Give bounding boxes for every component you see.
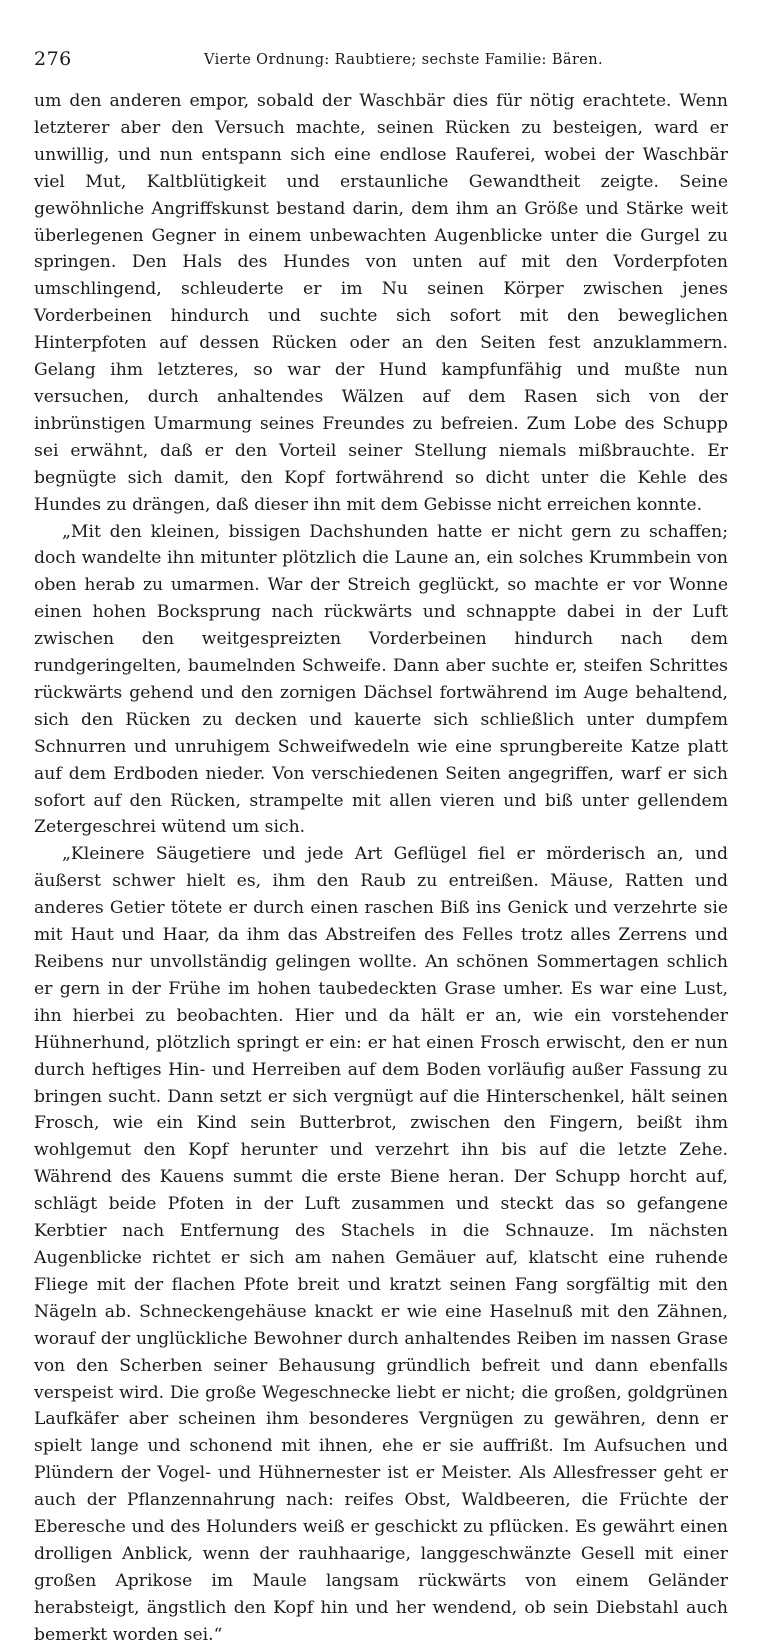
body-text xyxy=(34,88,728,1649)
paragraph-beute: „Kleinere Säugetiere und jede Art Geflügel fiel er mörderisch an, und äußerst schwer hielt es, ihm den Raub zu entreißen. Mäuse, Ratten und anderes Getier tötete er durch einen raschen Biß ins Genick und verzehrte sie mit Haut und Haar, da ihm das Abstreifen des Felles trotz alles Zerrens und Reibens nur unvollständig gelingen wollte. An schönen Sommertagen schlich er gern in der Frühe im hohen taubedeckten Grase umher. Es war eine Lust, ihn hierbei zu beobachten. Hier und da hält er an, wie ein vorstehender Hühnerhund, plötzlich springt er ein: er hat einen Frosch erwischt, den er nun durch heftiges Hin- und Herreiben auf dem Boden vorläufig außer Fassung zu bringen sucht. Dann setzt er sich vergnügt auf die Hinterschenkel, hält seinen Frosch, wie ein Kind sein Butterbrot, zwischen den Fingern, beißt ihm wohlgemut den Kopf herunter und verzehrt ihn bis auf die letzte Zehe. Während des Kauens summt die erste Biene heran. Der Schupp horcht auf, schlägt beide Pfoten in der Luft zusammen und steckt das so gefangene Kerbtier nach Entfernung des Stachels in die Schnauze. Im nächsten Augenblicke richtet er sich am nahen Gemäuer auf, klatscht eine ruhende Fliege mit der flachen Pfote breit und kratzt seinen Fang sorgfältig mit den Nägeln ab. Schneckengehäuse knackt er wie eine Haselnuß mit den Zähnen, worauf der unglückliche Bewohner durch anhaltendes Reiben im nassen Grase von den Scherben seiner Behausung gründlich befreit und dann ebenfalls verspeist wird. Die große Wegeschnecke liebt er nicht; die großen, goldgrünen Laufkäfer aber scheinen ihm besonderes Vergnügen zu gewähren, denn er spielt lange und schonend mit ihnen, ehe er sie auffrißt. Im Aufsuchen und Plündern der Vogel- und Hühnernester ist er Meister. Als Allesfresser geht er auch der Pflanzennahrung nach: reifes Obst, Waldbeeren, die Früchte der Eberesche und des Holunders weiß er geschickt zu pflücken. Es gewährt einen drolligen Anblick, wenn der rauhhaarige, langgeschwänzte Gesell mit einer großen Aprikose im Maule langsam rückwärts von einem Geländer herabsteigt, ängstlich den Kopf hin und her wendend, ob sein Diebstahl auch bemerkt worden sei.“ xyxy=(34,844,728,1645)
running-head: Vierte Ordnung: Raubtiere; sechste Familie: Bären. xyxy=(204,52,604,68)
paragraph-dachshunde: „Mit den kleinen, bissigen Dachshunden hatte er nicht gern zu schaffen; doch wandelte ihn mitunter plötzlich die Laune an, ein solches Krummbein von oben herab zu umarmen. War der Streich geglückt, so machte er vor Wonne einen hohen Bocksprung nach rückwärts und schnappte dabei in der Luft zwischen den weitgespreizten Vorderbeinen hindurch nach dem rundgeringelten, baumelnden Schweife. Dann aber suchte er, steifen Schrittes rückwärts gehend und den zornigen Dächsel fortwährend im Auge behaltend, sich den Rücken zu decken und kauerte sich schließlich unter dumpfem Schnurren und unruhigem Schweifwedeln wie eine sprungbereite Katze platt auf dem Erdboden nieder. Von verschiedenen Seiten angegriffen, warf er sich sofort auf den Rücken, strampelte mit allen vieren und biß unter gellendem Zetergeschrei wütend um sich. xyxy=(34,521,728,838)
page-header xyxy=(34,44,729,74)
paragraph-continuation: um den anderen empor, sobald der Waschbär dies für nötig erachtete. Wenn letzterer aber den Versuch machte, seinen Rücken zu besteigen, ward er unwillig, und nun entspann sich eine endlose Rauferei, wobei der Waschbär viel Mut, Kaltblütigkeit und erstaunliche Gewandtheit zeigte. Seine gewöhnliche Angriffskunst bestand darin, dem ihm an Größe und Stärke weit überlegenen Gegner in einem unbewachten Augenblicke unter die Gurgel zu springen. Den Hals des Hundes von unten auf mit den Vorderpfoten umschlingend, schleuderte er im Nu seinen Körper zwischen jenes Vorderbeinen hindurch und suchte sich sofort mit den beweglichen Hinterpfoten auf dessen Rücken oder an den Seiten fest anzuklammern. Gelang ihm letzteres, so war der Hund kampfunfähig und mußte nun versuchen, durch anhaltendes Wälzen auf dem Rasen sich von der inbrünstigen Umarmung seines Freundes zu befreien. Zum Lobe des Schupp sei erwähnt, daß er den Vorteil seiner Stellung niemals mißbrauchte. Er begnügte sich damit, den Kopf fortwährend so dicht unter die Kehle des Hundes zu drängen, daß dieser ihn mit dem Gebisse nicht erreichen konnte. xyxy=(34,91,728,515)
page-number: 276 xyxy=(34,48,72,70)
